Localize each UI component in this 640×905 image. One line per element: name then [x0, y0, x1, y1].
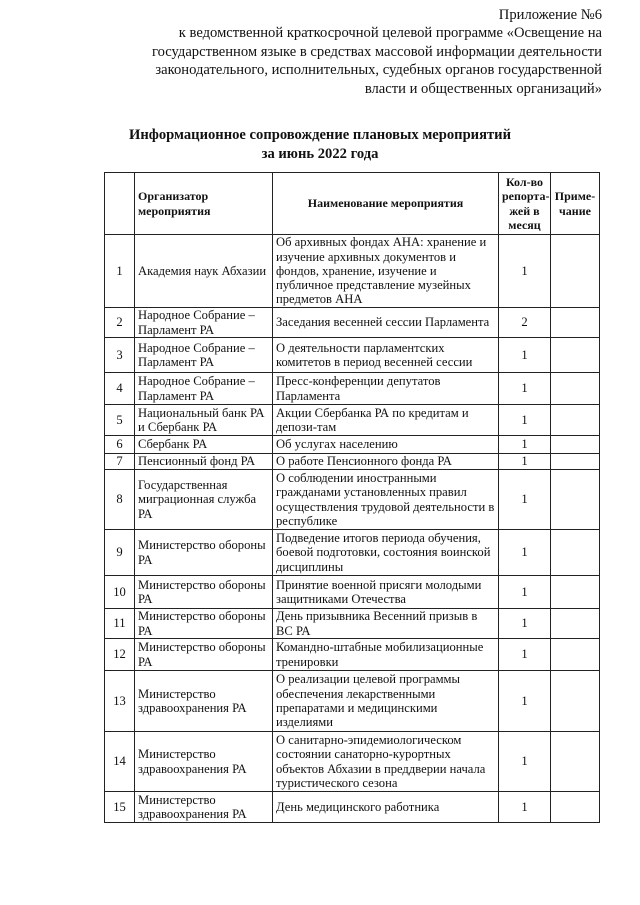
- row-number: 11: [105, 609, 135, 639]
- table-row: [105, 405, 600, 436]
- row-organizer: Государственная миграционная служба РА: [135, 470, 273, 530]
- row-count: 1: [499, 454, 551, 470]
- row-event: Пресс-конференции депутатов Парламента: [273, 373, 499, 405]
- title-line: Информационное сопровождение плановых мероприятий: [129, 127, 511, 143]
- col-number-header: [105, 173, 135, 235]
- row-note: [551, 436, 600, 454]
- col-note-header-line: Приме-: [554, 189, 596, 204]
- row-number: 3: [105, 338, 135, 373]
- annex-program-line: законодательного, исполнительных, судебных органов государственной: [155, 62, 602, 79]
- row-note: [551, 609, 600, 639]
- row-note: [551, 454, 600, 470]
- row-count: 1: [499, 609, 551, 639]
- row-number: 13: [105, 671, 135, 732]
- events-table: [104, 172, 600, 823]
- table-row: [105, 235, 600, 308]
- col-event-header: Наименование мероприятия: [273, 173, 499, 235]
- row-count: 1: [499, 338, 551, 373]
- row-number: 15: [105, 792, 135, 823]
- row-number: 12: [105, 639, 135, 671]
- row-note: [551, 338, 600, 373]
- table-row: [105, 576, 600, 609]
- table-row: [105, 792, 600, 823]
- row-event: О санитарно-эпидемиологическом состоянии санаторно-курортных объектов Абхазии в преддверии начала туристического сезона: [273, 732, 499, 792]
- row-organizer: Министерство здравоохранения РА: [135, 732, 273, 792]
- table-header-row: [105, 173, 600, 235]
- row-number: 5: [105, 405, 135, 436]
- row-count: 1: [499, 576, 551, 609]
- table-row: [105, 732, 600, 792]
- row-count: 1: [499, 470, 551, 530]
- row-organizer: Пенсионный фонд РА: [135, 454, 273, 470]
- row-event: Принятие военной присяги молодыми защитниками Отечества: [273, 576, 499, 609]
- table-row: [105, 454, 600, 470]
- table-row: [105, 639, 600, 671]
- row-event: О деятельности парламентских комитетов в период весенней сессии: [273, 338, 499, 373]
- table-row: [105, 436, 600, 454]
- row-note: [551, 576, 600, 609]
- row-count: 1: [499, 436, 551, 454]
- row-organizer: Народное Собрание – Парламент РА: [135, 308, 273, 338]
- col-note-header-line: чание: [559, 203, 591, 218]
- document-title: [0, 126, 640, 163]
- annex-number: Приложение №6: [498, 7, 602, 23]
- row-event: Командно-штабные мобилизационные тренировки: [273, 639, 499, 671]
- col-count-header-line: репорта-: [502, 189, 550, 204]
- table-row: [105, 308, 600, 338]
- row-number: 8: [105, 470, 135, 530]
- col-count-header-line: месяц: [508, 217, 541, 232]
- row-organizer: Министерство обороны РА: [135, 530, 273, 576]
- row-organizer: Министерство обороны РА: [135, 576, 273, 609]
- row-note: [551, 308, 600, 338]
- row-count: 1: [499, 732, 551, 792]
- annex-program-line: к ведомственной краткосрочной целевой программе «Освещение на: [178, 25, 602, 42]
- row-organizer: Национальный банк РА и Сбербанк РА: [135, 405, 273, 436]
- col-organizer-header-line: мероприятия: [138, 203, 211, 218]
- row-note: [551, 235, 600, 308]
- col-organizer-header-line: Организатор: [138, 189, 209, 204]
- table-row: [105, 530, 600, 576]
- row-organizer: Министерство обороны РА: [135, 639, 273, 671]
- row-count: 1: [499, 639, 551, 671]
- annex-program-line: государственном языке в средствах массовой информации деятельности: [151, 43, 602, 60]
- row-count: 1: [499, 530, 551, 576]
- row-event: О работе Пенсионного фонда РА: [273, 454, 499, 470]
- table-row: [105, 373, 600, 405]
- table-row: [105, 671, 600, 732]
- row-event: День медицинского работника: [273, 792, 499, 823]
- row-note: [551, 405, 600, 436]
- row-organizer: Министерство обороны РА: [135, 609, 273, 639]
- annex-program-line: власти и общественных организаций»: [364, 80, 602, 97]
- col-organizer-header: [135, 173, 273, 235]
- title-period: за июнь 2022 года: [261, 145, 379, 162]
- row-organizer: Министерство здравоохранения РА: [135, 671, 273, 732]
- row-organizer: Сбербанк РА: [135, 436, 273, 454]
- row-number: 6: [105, 436, 135, 454]
- row-organizer: Народное Собрание – Парламент РА: [135, 373, 273, 405]
- row-note: [551, 732, 600, 792]
- row-note: [551, 639, 600, 671]
- row-organizer: Академия наук Абхазии: [135, 235, 273, 308]
- row-event: О соблюдении иностранными гражданами установленных правил осуществления трудовой деятельности в республике: [273, 470, 499, 530]
- row-number: 10: [105, 576, 135, 609]
- row-event: Об услугах населению: [273, 436, 499, 454]
- row-count: 2: [499, 308, 551, 338]
- row-event: О реализации целевой программы обеспечения лекарственными препаратами и медицинскими изделиями: [273, 671, 499, 732]
- row-number: 4: [105, 373, 135, 405]
- row-event: Подведение итогов периода обучения, боевой подготовки, состояния воинской дисциплины: [273, 530, 499, 576]
- row-count: 1: [499, 792, 551, 823]
- row-number: 9: [105, 530, 135, 576]
- col-note-header: [551, 173, 600, 235]
- row-organizer: Министерство здравоохранения РА: [135, 792, 273, 823]
- table-row: [105, 470, 600, 530]
- row-number: 14: [105, 732, 135, 792]
- col-count-header: [499, 173, 551, 235]
- row-number: 7: [105, 454, 135, 470]
- annex-header: [0, 6, 640, 98]
- row-count: 1: [499, 405, 551, 436]
- row-organizer: Народное Собрание – Парламент РА: [135, 338, 273, 373]
- row-note: [551, 373, 600, 405]
- col-count-header-line: жей в: [509, 203, 540, 218]
- row-note: [551, 792, 600, 823]
- row-number: 1: [105, 235, 135, 308]
- row-note: [551, 530, 600, 576]
- row-event: Об архивных фондах АНА: хранение и изучение архивных документов и фондов, хранение, изучение и публичное представление музейных предметов АНА: [273, 235, 499, 308]
- col-count-header-line: Кол-во: [505, 174, 544, 189]
- table-row: [105, 338, 600, 373]
- row-note: [551, 671, 600, 732]
- row-event: Акции Сбербанка РА по кредитам и депози-там: [273, 405, 499, 436]
- row-event: Заседания весенней сессии Парламента: [273, 308, 499, 338]
- row-number: 2: [105, 308, 135, 338]
- row-note: [551, 470, 600, 530]
- row-event: День призывника Весенний призыв в ВС РА: [273, 609, 499, 639]
- row-count: 1: [499, 671, 551, 732]
- table-row: [105, 609, 600, 639]
- row-count: 1: [499, 373, 551, 405]
- row-count: 1: [499, 235, 551, 308]
